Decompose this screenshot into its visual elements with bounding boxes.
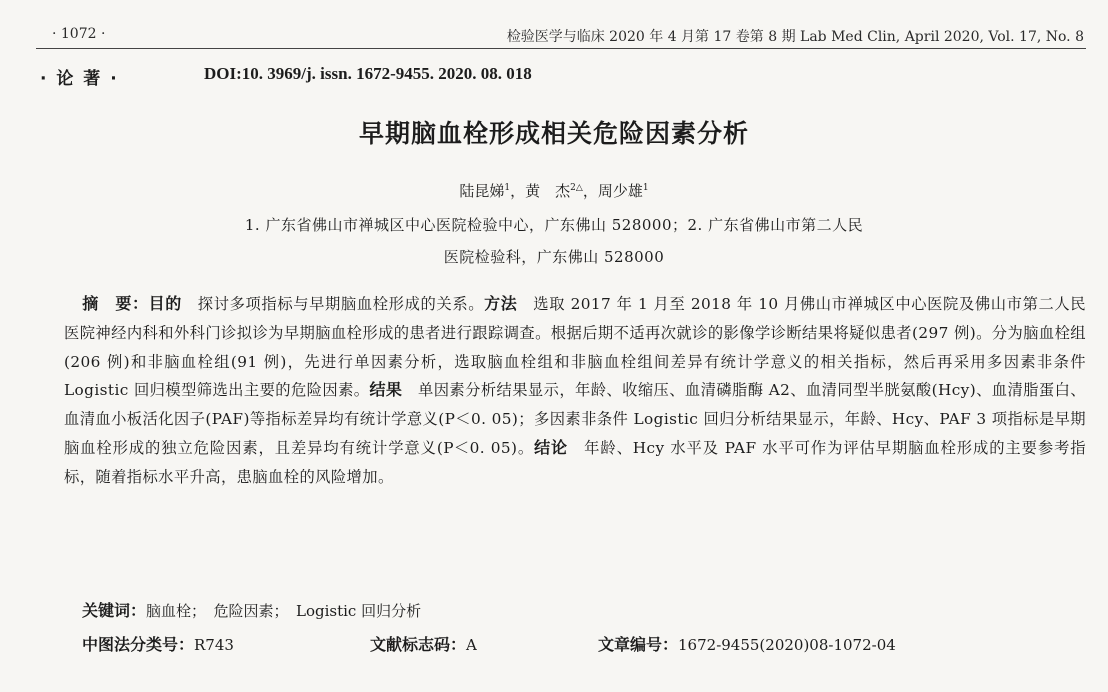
author-affiliation-mark: 2△ bbox=[570, 183, 583, 193]
author-name: 周少雄 bbox=[597, 182, 643, 200]
author-name: 陆昆娣 bbox=[459, 182, 505, 200]
keywords-value: 脑血栓； 危险因素； Logistic 回归分析 bbox=[146, 602, 422, 620]
author-affiliation-mark: 1 bbox=[504, 183, 511, 193]
abstract bbox=[64, 290, 1086, 492]
clc-number bbox=[82, 632, 234, 655]
results-label: 结果 bbox=[369, 380, 403, 400]
affiliation-line: 1. 广东省佛山市禅城区中心医院检验中心，广东佛山 528000；2. 广东省佛山市第二人民 bbox=[244, 216, 864, 234]
doi: DOI:10. 3969/j. issn. 1672-9455. 2020. 08. 018 bbox=[204, 64, 532, 83]
affiliation-line: 医院检验科，广东佛山 528000 bbox=[443, 248, 665, 266]
header-rule bbox=[36, 48, 1086, 49]
document-code bbox=[370, 632, 477, 655]
author-list: 陆昆娣$^1$，黄 杰$^{2\triangle}$，周少雄$^1$ bbox=[459, 182, 649, 200]
article-title: 早期脑血栓形成相关危险因素分析 bbox=[358, 119, 749, 148]
article-number-label: 文章编号： bbox=[598, 635, 679, 654]
document-code-value: A bbox=[466, 636, 477, 654]
author-affiliation-mark: 1 bbox=[642, 183, 649, 193]
objective-label: 目的 bbox=[148, 294, 182, 313]
running-header: 检验医学与临床 2020 年 4 月第 17 卷第 8 期 Lab Med Clin, April 2020, Vol. 17, No. 8 bbox=[506, 29, 1084, 45]
section-label: · 论 著 · bbox=[40, 69, 119, 89]
page-number: · 1072 · bbox=[52, 26, 106, 42]
results-text: 单因素分析结果显示，年龄、收缩压、血清磷脂酶 A2、血清同型半胱氨酸(Hcy)、血清脂蛋白、血清血小板活化因子(PAF)等指标差异均有统计学意义(P＜0. 05)；多因素非条件 Logistic 回归分析结果显示，年龄、Hcy、PAF 3 项指标是早期脑血栓形成的独立危险因素，且差异均有统计学意义(P＜0. 05)。 bbox=[64, 381, 1086, 457]
author-name: 黄 杰 bbox=[525, 182, 571, 200]
article-number-value: 1672-9455(2020)08-1072-04 bbox=[678, 636, 896, 654]
abstract-label: 摘 要： bbox=[82, 294, 149, 313]
keywords-label: 关键词： bbox=[82, 601, 147, 620]
methods-text: 选取 2017 年 1 月至 2018 年 10 月佛山市禅城区中心医院及佛山市第二人民医院神经内科和外科门诊拟诊为早期脑血栓形成的患者进行跟踪调查。根据后期不适再次就诊的影像学诊断结果将疑似患者(297 例)。分为脑血栓组(206 例)和非脑血栓组(91 例)，先进行单因素分析，选取脑血栓组和非脑血栓组间差异有统计学意义的相关指标，然后再采用多因素非条件 Logistic 回归模型筛选出主要的危险因素。 bbox=[64, 295, 1086, 400]
conclusion-text: 年龄、Hcy 水平及 PAF 水平可作为评估早期脑血栓形成的主要参考指标，随着指标水平升高，患脑血栓的风险增加。 bbox=[64, 438, 1086, 486]
objective-text: 探讨多项指标与早期脑血栓形成的关系。 bbox=[181, 295, 485, 313]
clc-label: 中图法分类号： bbox=[82, 635, 195, 654]
keywords bbox=[82, 598, 421, 621]
article-number bbox=[598, 632, 896, 655]
methods-label: 方法 bbox=[484, 294, 518, 313]
clc-value: R743 bbox=[194, 636, 234, 654]
document-code-label: 文献标志码： bbox=[370, 635, 467, 654]
conclusion-label: 结论 bbox=[534, 437, 568, 457]
